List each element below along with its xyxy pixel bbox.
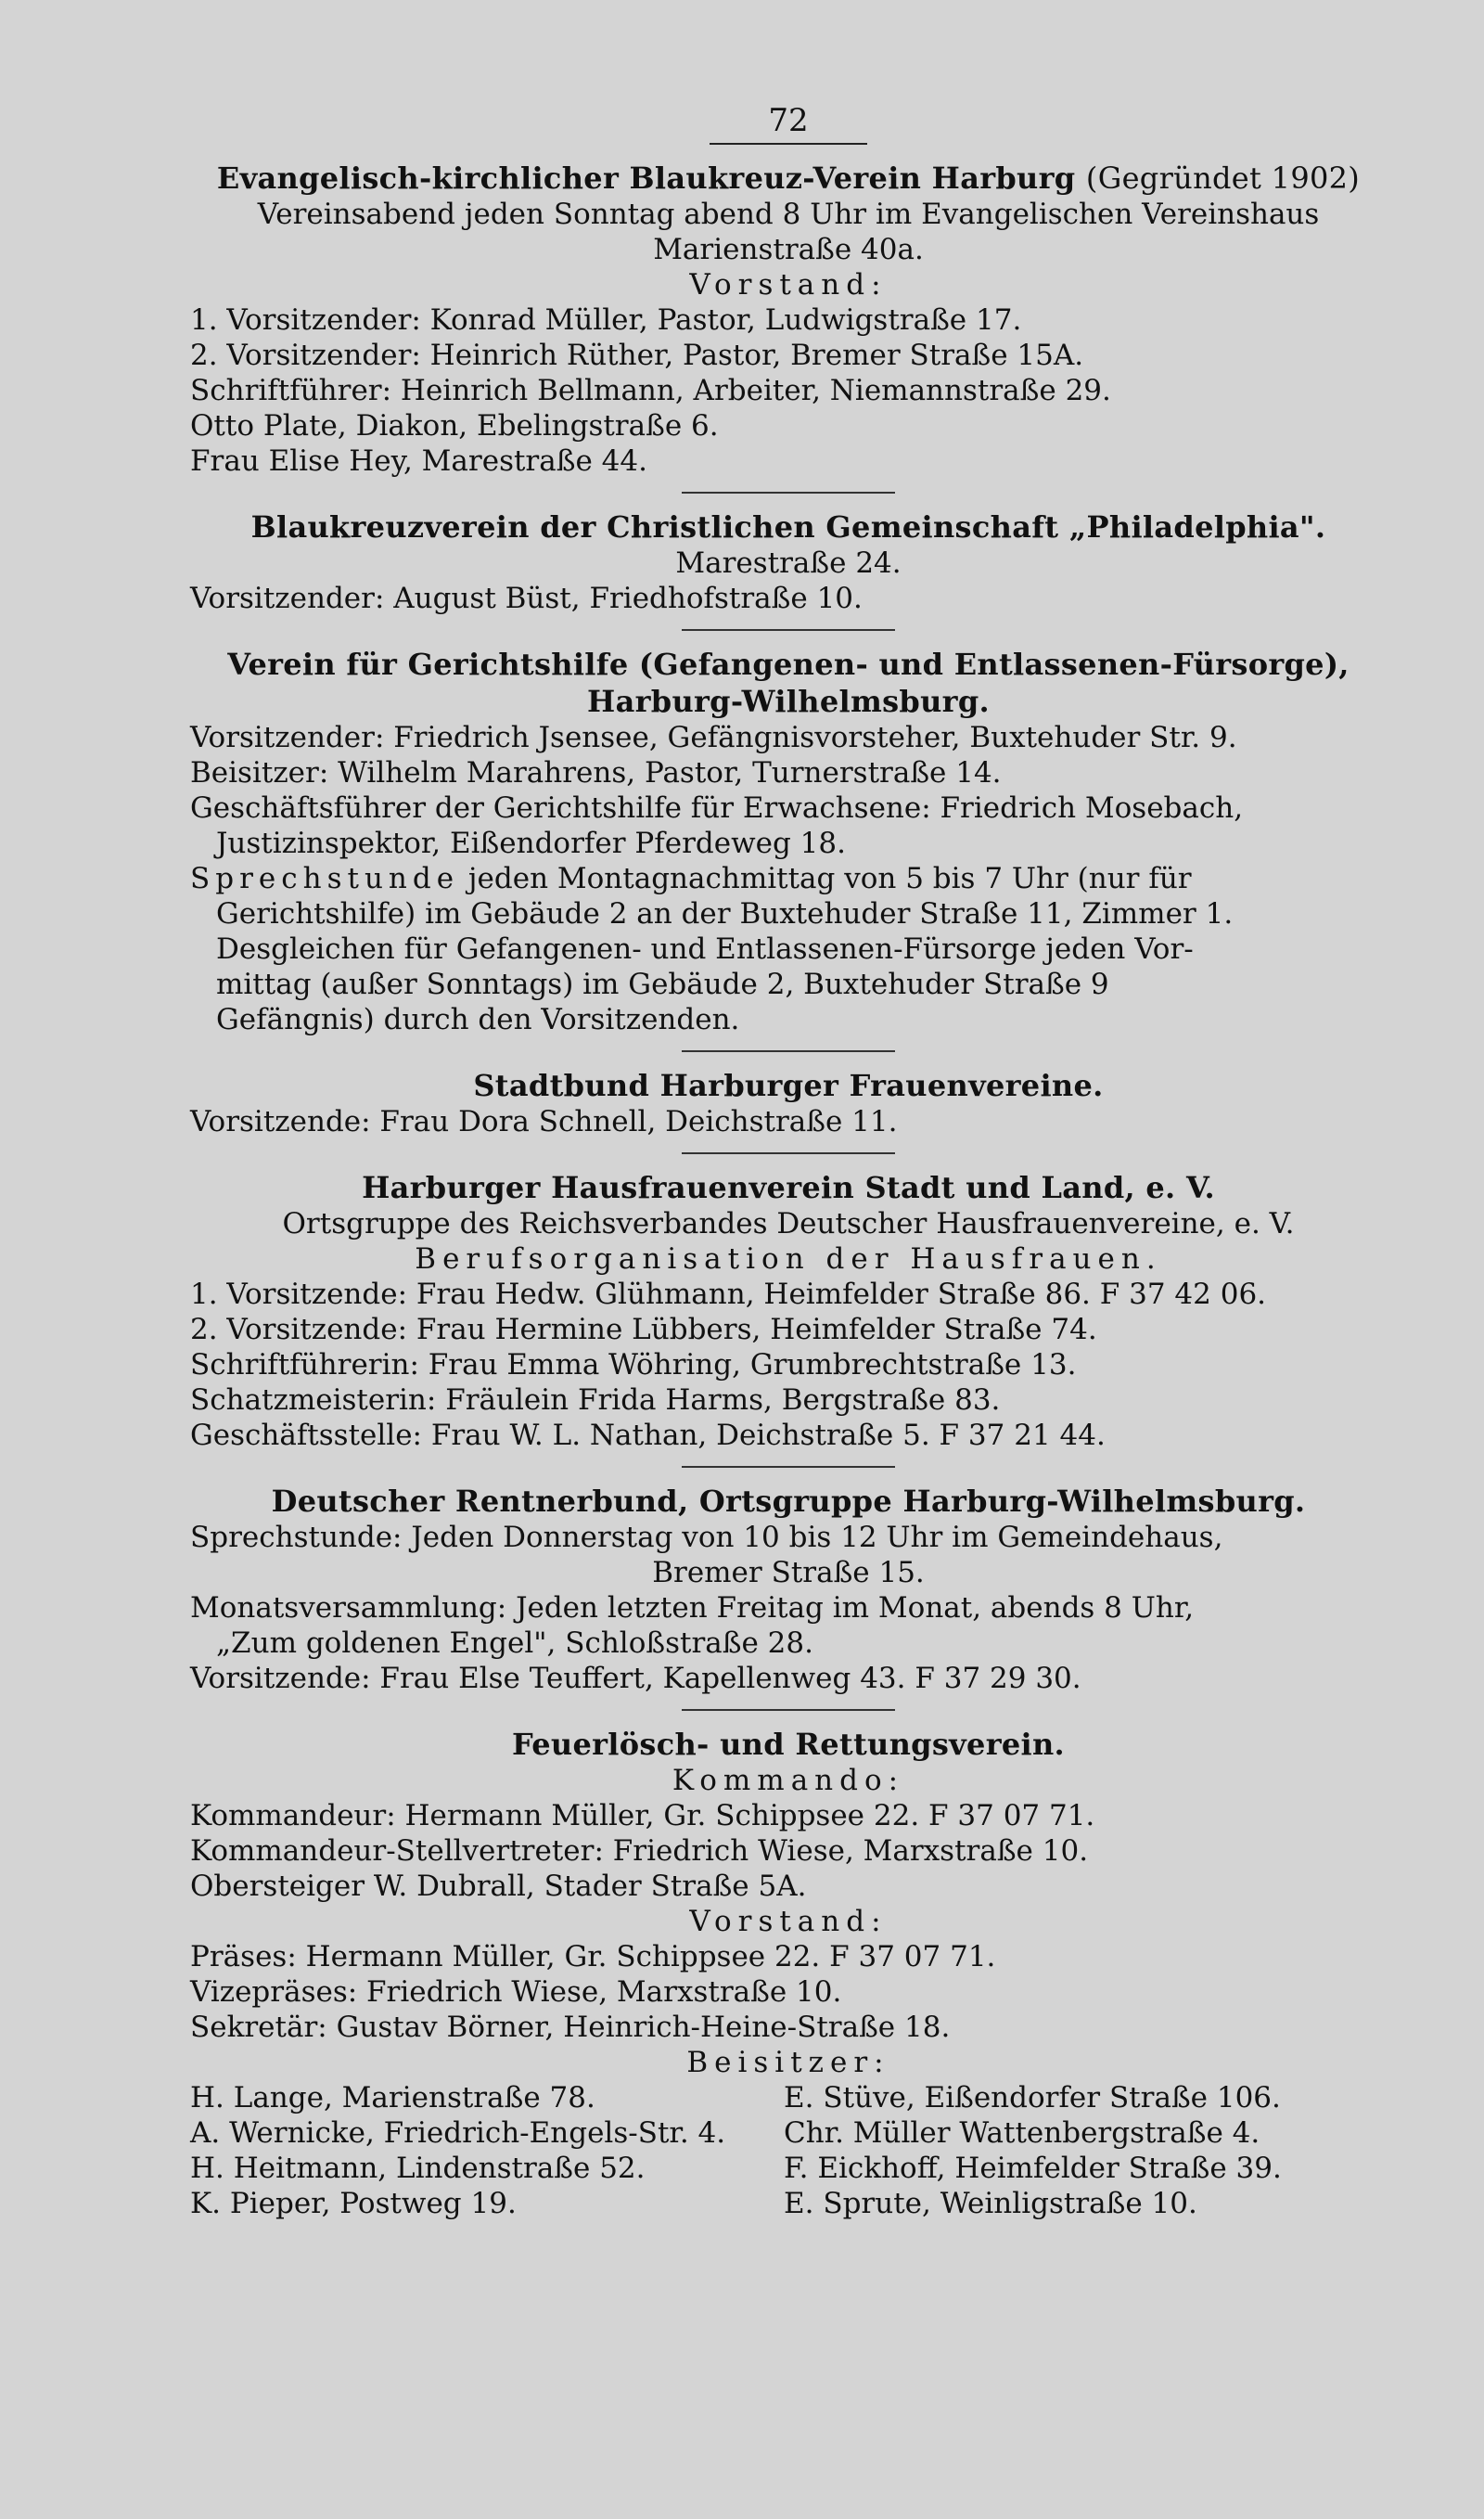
vorstand-line: Präses: Hermann Müller, Gr. Schippsee 22. F 37 07 71. xyxy=(190,1940,996,1973)
manager-line: Geschäftsführer der Gerichtshilfe für Erwachsene: Friedrich Mosebach, xyxy=(190,791,1244,825)
meeting-line-cont: „Zum goldenen Engel", Schloßstraße 28. xyxy=(216,1626,813,1660)
vorstand-heading: Vorstand: xyxy=(689,1905,888,1938)
meeting-address: Marienstraße 40a. xyxy=(653,233,924,266)
vorstand-line: Sekretär: Gustav Börner, Heinrich-Heine-Straße 18. xyxy=(190,2011,951,2044)
beisitzer-heading: Beisitzer: xyxy=(686,2046,890,2079)
section-divider xyxy=(682,629,895,631)
beisitzer-entry: Chr. Müller Wattenbergstraße 4. xyxy=(784,2116,1260,2150)
meeting-info: Vereinsabend jeden Sonntag abend 8 Uhr im Evangelischen Vereinshaus xyxy=(257,198,1320,231)
chair-line: Vorsitzende: Frau Dora Schnell, Deichstraße 11. xyxy=(190,1105,898,1138)
beisitzer-entry: E. Stüve, Eißendorfer Straße 106. xyxy=(784,2081,1281,2114)
section-title: Stadtbund Harburger Frauenvereine. xyxy=(473,1068,1104,1103)
section-divider xyxy=(682,1050,895,1052)
beisitzer-entry: E. Sprute, Weinligstraße 10. xyxy=(784,2187,1197,2220)
member-line: 1. Vorsitzende: Frau Hedw. Glühmann, Heimfelder Straße 86. F 37 42 06. xyxy=(190,1278,1267,1311)
member-line: Frau Elise Hey, Marestraße 44. xyxy=(190,444,647,478)
beisitzer-right-column xyxy=(784,2080,1377,2221)
beisitzer-entry: K. Pieper, Postweg 19. xyxy=(190,2187,517,2220)
section-divider xyxy=(682,1466,895,1468)
section-stadtbund xyxy=(190,1067,1387,1139)
member-line: Otto Plate, Diakon, Ebelingstraße 6. xyxy=(190,409,719,443)
beisitzer-entry: H. Lange, Marienstraße 78. xyxy=(190,2081,595,2114)
section-title: Blaukreuzverein der Christlichen Gemeinschaft „Philadelphia". xyxy=(250,509,1326,545)
hours-line: Gerichtshilfe) im Gebäude 2 an der Buxtehuder Straße 11, Zimmer 1. xyxy=(216,897,1234,931)
section-title-cont: Harburg-Wilhelmsburg. xyxy=(587,684,990,719)
page-content xyxy=(190,102,1387,2221)
member-line: Schriftführer: Heinrich Bellmann, Arbeiter, Niemannstraße 29. xyxy=(190,374,1111,407)
meeting-line: Monatsversammlung: Jeden letzten Freitag im Monat, abends 8 Uhr, xyxy=(190,1591,1195,1625)
board-heading: Vorstand: xyxy=(689,268,888,302)
hours-line xyxy=(190,861,1387,896)
manager-line-cont: Justizinspektor, Eißendorfer Pferdeweg 18. xyxy=(216,827,846,860)
member-line: Schriftführerin: Frau Emma Wöhring, Grumbrechtstraße 13. xyxy=(190,1348,1077,1382)
subtitle-line: Ortsgruppe des Reichsverbandes Deutscher Hausfrauenvereine, e. V. xyxy=(282,1207,1295,1240)
chair-line: Vorsitzende: Frau Else Teuffert, Kapellenweg 43. F 37 29 30. xyxy=(190,1662,1081,1695)
section-divider xyxy=(682,1709,895,1711)
section-blaukreuz-philadelphia xyxy=(190,508,1387,616)
section-title: Verein für Gerichtshilfe (Gefangenen- und Entlassenen-Fürsorge), xyxy=(227,647,1350,682)
section-feuerloesch xyxy=(190,1726,1387,2221)
hours-text: jeden Montagnachmittag von 5 bis 7 Uhr (nur für xyxy=(467,862,1192,895)
hours-line: Gefängnis) durch den Vorsitzenden. xyxy=(216,1003,740,1036)
section-divider xyxy=(682,492,895,494)
assessor-line: Beisitzer: Wilhelm Marahrens, Pastor, Turnerstraße 14. xyxy=(190,756,1002,790)
section-blaukreuz-harburg xyxy=(190,160,1387,479)
section-divider xyxy=(682,1152,895,1154)
beisitzer-entry: F. Eickhoff, Heimfelder Straße 39. xyxy=(784,2152,1282,2185)
kommando-line: Kommandeur-Stellvertreter: Friedrich Wiese, Marxstraße 10. xyxy=(190,1834,1089,1868)
hours-line: mittag (außer Sonntags) im Gebäude 2, Buxtehuder Straße 9 xyxy=(216,968,1109,1001)
spaced-heading: Berufsorganisation der Hausfrauen. xyxy=(415,1242,1162,1276)
address-line: Marestraße 24. xyxy=(675,546,902,580)
chair-line: Vorsitzender: Friedrich Jsensee, Gefängnisvorsteher, Buxtehuder Str. 9. xyxy=(190,721,1237,754)
member-line: Geschäftsstelle: Frau W. L. Nathan, Deichstraße 5. F 37 21 44. xyxy=(190,1419,1106,1452)
kommando-line: Obersteiger W. Dubrall, Stader Straße 5A. xyxy=(190,1870,807,1903)
section-hausfrauenverein xyxy=(190,1169,1387,1453)
beisitzer-columns xyxy=(190,2080,1387,2221)
hours-line: Sprechstunde: Jeden Donnerstag von 10 bis 12 Uhr im Gemeindehaus, xyxy=(190,1521,1223,1554)
beisitzer-entry: H. Heitmann, Lindenstraße 52. xyxy=(190,2152,646,2185)
chair-line: Vorsitzender: August Büst, Friedhofstraße 10. xyxy=(190,582,863,615)
title-note: (Gegründet 1902) xyxy=(1085,161,1361,196)
vorstand-line: Vizepräses: Friedrich Wiese, Marxstraße 10. xyxy=(190,1975,842,2009)
beisitzer-left-column xyxy=(190,2080,784,2221)
member-line: Schatzmeisterin: Fräulein Frida Harms, Bergstraße 83. xyxy=(190,1383,1001,1417)
member-line: 2. Vorsitzende: Frau Hermine Lübbers, Heimfelder Straße 74. xyxy=(190,1313,1097,1346)
beisitzer-entry: A. Wernicke, Friedrich-Engels-Str. 4. xyxy=(190,2116,726,2150)
member-line: 2. Vorsitzender: Heinrich Rüther, Pastor, Bremer Straße 15A. xyxy=(190,339,1084,372)
page-number: 72 xyxy=(710,102,867,145)
hours-label: Sprechstunde xyxy=(190,862,460,895)
kommando-line: Kommandeur: Hermann Müller, Gr. Schippsee 22. F 37 07 71. xyxy=(190,1799,1095,1832)
section-title: Deutscher Rentnerbund, Ortsgruppe Harburg-Wilhelmsburg. xyxy=(271,1484,1306,1519)
section-rentnerbund xyxy=(190,1483,1387,1696)
section-title: Harburger Hausfrauenverein Stadt und Land, e. V. xyxy=(362,1170,1215,1205)
title-text: Evangelisch-kirchlicher Blaukreuz-Verein Harburg xyxy=(216,161,1076,196)
member-line: 1. Vorsitzender: Konrad Müller, Pastor, Ludwigstraße 17. xyxy=(190,303,1022,337)
section-title: Feuerlösch- und Rettungsverein. xyxy=(511,1727,1066,1762)
section-gerichtshilfe xyxy=(190,646,1387,1037)
hours-line-cont: Bremer Straße 15. xyxy=(652,1556,925,1589)
section-title xyxy=(190,160,1387,197)
kommando-heading: Kommando: xyxy=(672,1764,905,1797)
hours-line: Desgleichen für Gefangenen- und Entlassenen-Fürsorge jeden Vor- xyxy=(216,932,1194,966)
